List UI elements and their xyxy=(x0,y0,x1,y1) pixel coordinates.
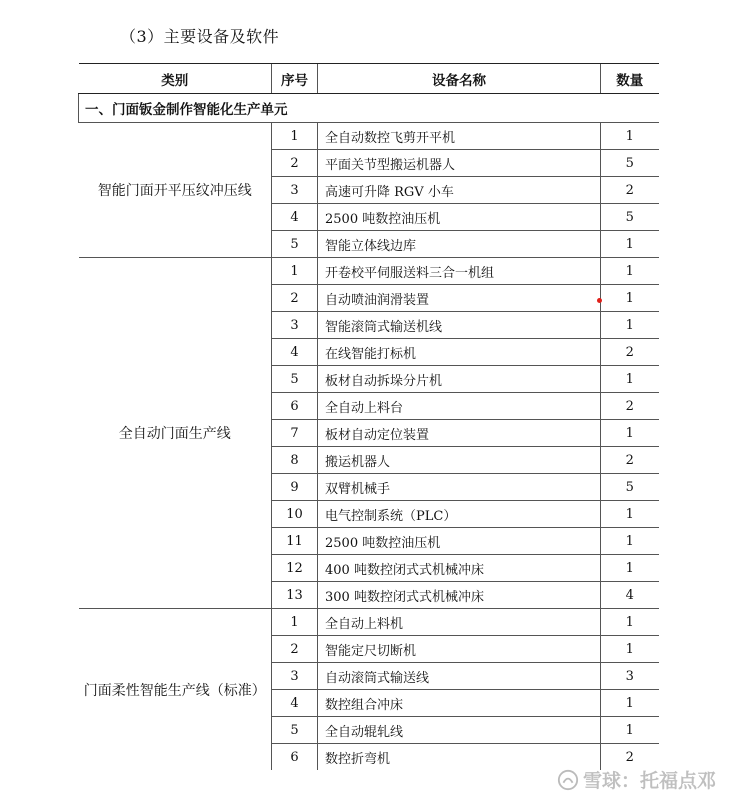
name-cell: 搬运机器人 xyxy=(318,447,601,474)
qty-cell: 5 xyxy=(601,474,659,501)
qty-cell: 5 xyxy=(601,204,659,231)
name-cell: 在线智能打标机 xyxy=(318,339,601,366)
qty-cell: 1 xyxy=(601,123,659,150)
qty-cell: 1 xyxy=(601,717,659,744)
name-cell: 300 吨数控闭式式机械冲床 xyxy=(318,582,601,609)
name-cell: 2500 吨数控油压机 xyxy=(318,528,601,555)
name-cell: 全自动上料机 xyxy=(318,609,601,636)
seq-cell: 4 xyxy=(272,204,318,231)
category-cell: 智能门面开平压纹冲压线 xyxy=(79,123,272,258)
seq-cell: 9 xyxy=(272,474,318,501)
seq-cell: 8 xyxy=(272,447,318,474)
name-cell: 板材自动拆垛分片机 xyxy=(318,366,601,393)
name-cell: 数控组合冲床 xyxy=(318,690,601,717)
name-cell: 400 吨数控闭式式机械冲床 xyxy=(318,555,601,582)
group-row xyxy=(79,94,659,123)
qty-cell: 1 xyxy=(601,312,659,339)
name-cell: 全自动上料台 xyxy=(318,393,601,420)
seq-cell: 13 xyxy=(272,582,318,609)
red-marker-dot xyxy=(597,298,602,303)
seq-cell: 10 xyxy=(272,501,318,528)
category-cell: 全自动门面生产线 xyxy=(79,258,272,609)
qty-cell: 1 xyxy=(601,690,659,717)
seq-cell: 1 xyxy=(272,258,318,285)
seq-cell: 5 xyxy=(272,366,318,393)
seq-cell: 2 xyxy=(272,636,318,663)
watermark xyxy=(557,766,716,793)
qty-cell: 2 xyxy=(601,447,659,474)
header-category: 类别 xyxy=(79,64,272,94)
qty-cell: 4 xyxy=(601,582,659,609)
seq-cell: 6 xyxy=(272,744,318,771)
qty-cell: 3 xyxy=(601,663,659,690)
seq-cell: 12 xyxy=(272,555,318,582)
name-cell: 板材自动定位装置 xyxy=(318,420,601,447)
name-cell: 自动喷油润滑装置 xyxy=(318,285,601,312)
name-cell: 智能定尺切断机 xyxy=(318,636,601,663)
seq-cell: 5 xyxy=(272,231,318,258)
snowball-logo-icon xyxy=(557,769,579,791)
seq-cell: 2 xyxy=(272,150,318,177)
seq-cell: 1 xyxy=(272,609,318,636)
qty-cell: 5 xyxy=(601,150,659,177)
name-cell: 全自动数控飞剪开平机 xyxy=(318,123,601,150)
qty-cell: 1 xyxy=(601,609,659,636)
qty-cell: 1 xyxy=(601,366,659,393)
name-cell: 平面关节型搬运机器人 xyxy=(318,150,601,177)
qty-cell: 1 xyxy=(601,285,659,312)
seq-cell: 11 xyxy=(272,528,318,555)
name-cell: 2500 吨数控油压机 xyxy=(318,204,601,231)
name-cell: 电气控制系统（PLC） xyxy=(318,501,601,528)
name-cell: 自动滚筒式输送线 xyxy=(318,663,601,690)
qty-cell: 2 xyxy=(601,177,659,204)
header-name: 设备名称 xyxy=(318,64,601,94)
seq-cell: 3 xyxy=(272,312,318,339)
seq-cell: 4 xyxy=(272,690,318,717)
qty-cell: 1 xyxy=(601,420,659,447)
qty-cell: 2 xyxy=(601,339,659,366)
qty-cell: 1 xyxy=(601,231,659,258)
qty-cell: 1 xyxy=(601,528,659,555)
qty-cell: 1 xyxy=(601,636,659,663)
watermark-text: 雪球：托福点邓 xyxy=(582,770,716,792)
qty-cell: 2 xyxy=(601,393,659,420)
table-row xyxy=(79,123,659,150)
qty-cell: 1 xyxy=(601,258,659,285)
qty-cell: 1 xyxy=(601,555,659,582)
seq-cell: 6 xyxy=(272,393,318,420)
category-cell: 门面柔性智能生产线（标准） xyxy=(83,682,266,699)
name-cell: 数控折弯机 xyxy=(318,744,601,771)
table-row xyxy=(79,609,659,636)
name-cell: 智能滚筒式输送机线 xyxy=(318,312,601,339)
table-header-row xyxy=(79,64,659,94)
seq-cell: 7 xyxy=(272,420,318,447)
seq-cell: 3 xyxy=(272,177,318,204)
seq-cell: 1 xyxy=(272,123,318,150)
equipment-table xyxy=(78,63,659,770)
table-row xyxy=(79,258,659,285)
header-seq: 序号 xyxy=(272,64,318,94)
seq-cell: 5 xyxy=(272,717,318,744)
qty-cell: 2 xyxy=(601,744,659,771)
name-cell: 高速可升降 RGV 小车 xyxy=(318,177,601,204)
qty-cell: 1 xyxy=(601,501,659,528)
section-title: （3）主要设备及软件 xyxy=(120,27,280,46)
name-cell: 开卷校平伺服送料三合一机组 xyxy=(318,258,601,285)
seq-cell: 4 xyxy=(272,339,318,366)
name-cell: 智能立体线边库 xyxy=(318,231,601,258)
group-title: 一、门面钣金制作智能化生产单元 xyxy=(79,94,659,123)
seq-cell: 3 xyxy=(272,663,318,690)
header-qty: 数量 xyxy=(601,64,659,94)
name-cell: 全自动辊轧线 xyxy=(318,717,601,744)
seq-cell: 2 xyxy=(272,285,318,312)
name-cell: 双臂机械手 xyxy=(318,474,601,501)
